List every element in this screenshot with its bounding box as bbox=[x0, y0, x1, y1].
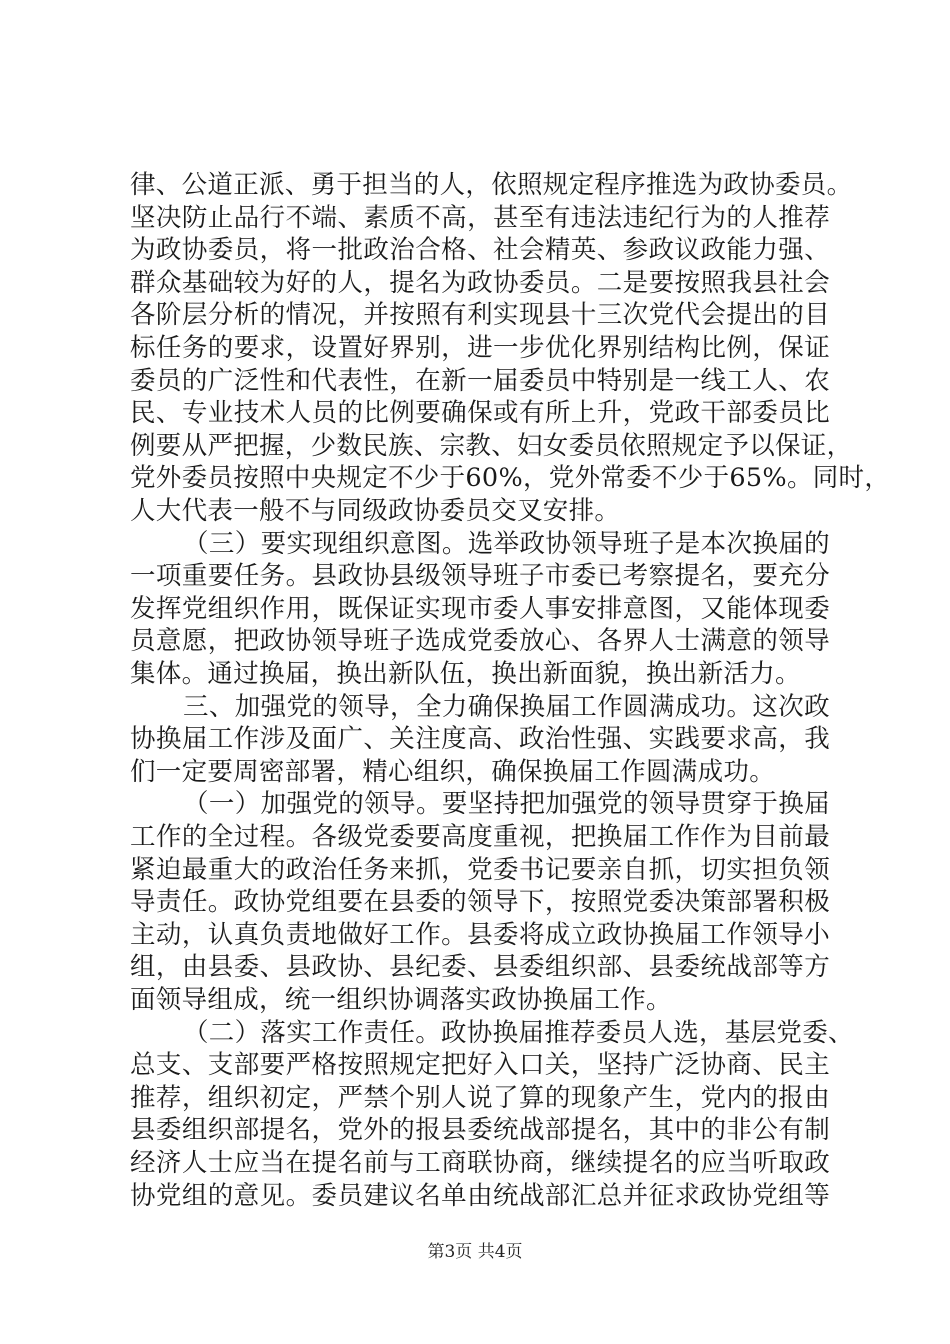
text-line: 面领导组成，统一组织协调落实政协换届工作。 bbox=[130, 985, 672, 1015]
text-line: 总支、支部要严格按照规定把好入口关，坚持广泛协商、民主 bbox=[130, 1050, 830, 1081]
text-line: 党外委员按照中央规定不少于60%，党外常委不少于65%。同时， bbox=[130, 463, 891, 494]
text-line: 主动，认真负责地做好工作。县委将成立政协换届工作领导小 bbox=[130, 919, 830, 950]
text-line: 协党组的意见。委员建议名单由统战部汇总并征求政协党组等 bbox=[130, 1180, 830, 1211]
text-line: 民、专业技术人员的比例要确保或有所上升，党政干部委员比 bbox=[130, 398, 830, 429]
text-line: 紧迫最重大的政治任务来抓，党委书记要亲自抓，切实担负领 bbox=[130, 854, 830, 885]
text-line: 发挥党组织作用，既保证实现市委人事安排意图，又能体现委 bbox=[130, 593, 830, 624]
paragraph-start: （一）加强党的领导。要坚持把加强党的领导贯穿于换届 bbox=[183, 789, 830, 820]
text-line: 工作的全过程。各级党委要高度重视，把换届工作作为目前最 bbox=[130, 822, 830, 852]
text-line: 组，由县委、县政协、县纪委、县委组织部、县委统战部等方 bbox=[130, 952, 830, 983]
text-line: 集体。通过换届，换出新队伍，换出新面貌，换出新活力。 bbox=[130, 659, 801, 689]
text-line: 导责任。政协党组要在县委的领导下，按照党委决策部署积极 bbox=[130, 887, 830, 918]
text-line: 律、公道正派、勇于担当的人，依照规定程序推选为政协委员。 bbox=[130, 170, 853, 200]
text-line: 协换届工作涉及面广、关注度高、政治性强、实践要求高，我 bbox=[130, 724, 830, 755]
text-line: 推荐，组织初定，严禁个别人说了算的现象产生，党内的报由 bbox=[130, 1082, 830, 1113]
text-line: 各阶层分析的情况，并按照有利实现县十三次党代会提出的目 bbox=[130, 300, 830, 331]
page-footer: 第3页 共4页 bbox=[427, 1242, 523, 1262]
text-line: 一项重要任务。县政协县级领导班子市委已考察提名，要充分 bbox=[130, 561, 830, 592]
text-line: 员意愿，把政协领导班子选成党委放心、各界人士满意的领导 bbox=[130, 626, 830, 657]
section-heading: 三、加强党的领导，全力确保换届工作圆满成功。这次政 bbox=[183, 691, 830, 722]
text-line: 经济人士应当在提名前与工商联协商，继续提名的应当听取政 bbox=[130, 1148, 830, 1178]
text-line: 群众基础较为好的人，提名为政协委员。二是要按照我县社会 bbox=[130, 267, 830, 298]
text-line: 为政协委员，将一批政治合格、社会精英、参政议政能力强、 bbox=[130, 235, 830, 266]
paragraph-start: （三）要实现组织意图。选举政协领导班子是本次换届的 bbox=[183, 528, 830, 559]
text-line: 标任务的要求，设置好界别，进一步优化界别结构比例，保证 bbox=[130, 333, 830, 363]
text-line: 县委组织部提名，党外的报县委统战部提名，其中的非公有制 bbox=[130, 1115, 830, 1146]
text-line: 委员的广泛性和代表性，在新一届委员中特别是一线工人、农 bbox=[130, 365, 830, 396]
text-line: 坚决防止品行不端、素质不高，甚至有违法违纪行为的人推荐 bbox=[130, 202, 830, 233]
text-line: 们一定要周密部署，精心组织，确保换届工作圆满成功。 bbox=[130, 756, 776, 787]
text-line: 人大代表一般不与同级政协委员交叉安排。 bbox=[130, 496, 621, 526]
text-line: 例要从严把握，少数民族、宗教、妇女委员依照规定予以保证， bbox=[130, 430, 853, 461]
paragraph-start: （二）落实工作责任。政协换届推荐委员人选，基层党委、 bbox=[183, 1017, 854, 1048]
